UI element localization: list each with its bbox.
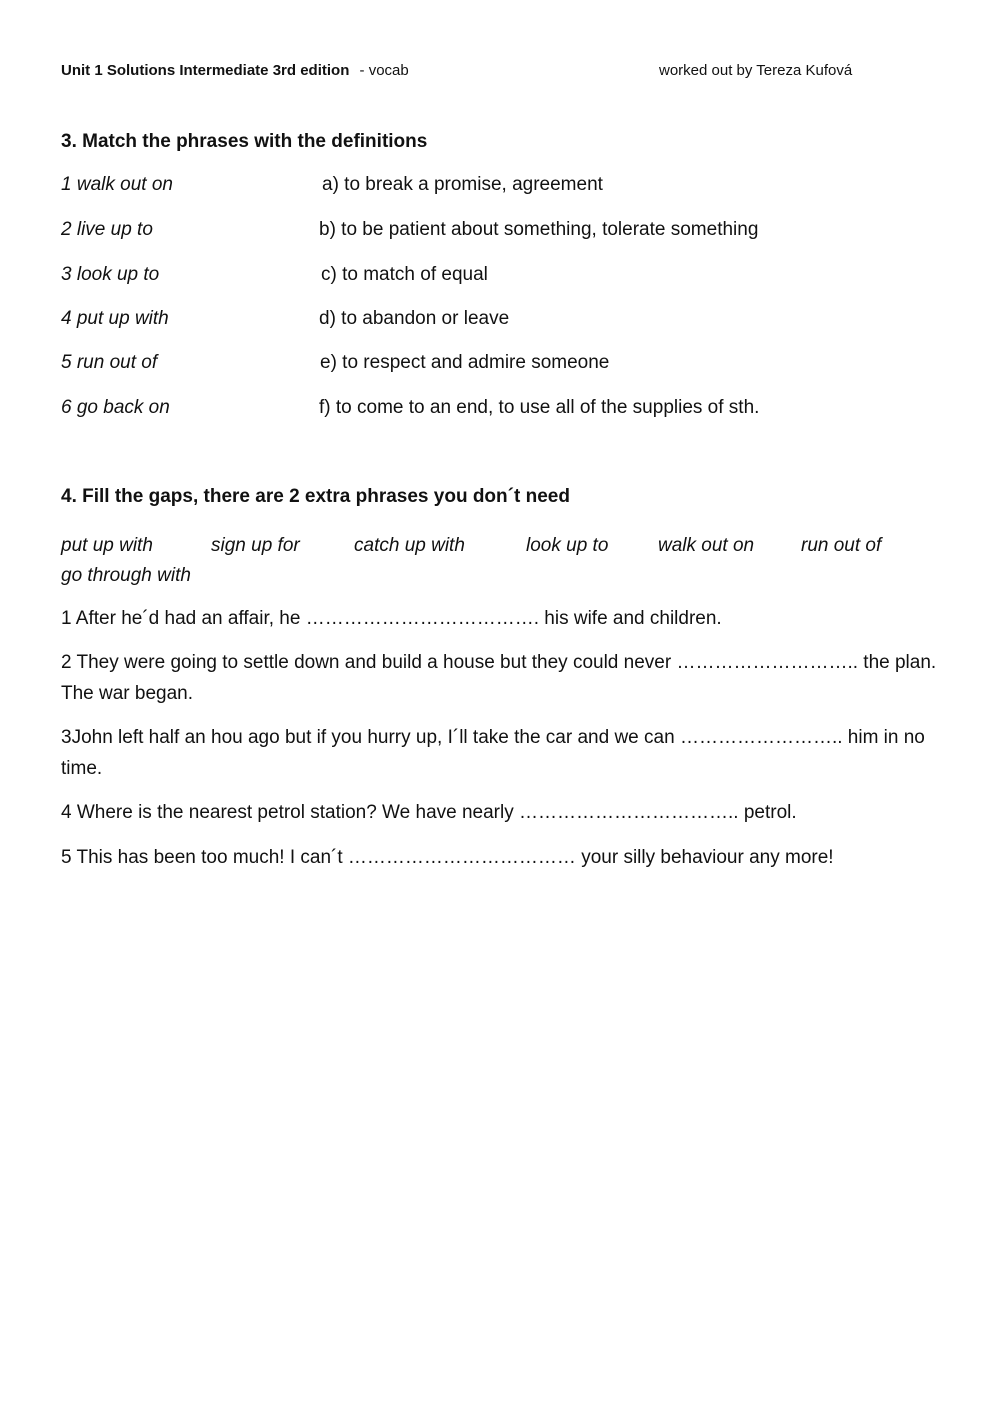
gap-sentence: 5 This has been too much! I can´t ……………………………… your silly behaviour any more!: [61, 847, 834, 868]
match-phrase: 6 go back on: [61, 397, 170, 418]
match-row: [61, 397, 961, 423]
match-row: [61, 174, 961, 200]
header-subtitle: - vocab: [359, 62, 409, 79]
word-bank-item: look up to: [526, 535, 609, 556]
word-bank-item: go through with: [61, 565, 191, 586]
match-phrase: 5 run out of: [61, 352, 158, 373]
match-phrase: 4 put up with: [61, 308, 169, 329]
word-bank-item: put up with: [61, 535, 153, 556]
header-author: worked out by Tereza Kufová: [659, 62, 853, 79]
word-bank-item: sign up for: [211, 535, 300, 556]
gap-sentence: 4 Where is the nearest petrol station? We have nearly …………………………….. petrol.: [61, 802, 797, 823]
match-definition: e) to respect and admire someone: [320, 352, 610, 373]
match-definition: d) to abandon or leave: [319, 308, 510, 329]
word-bank-item: run out of: [801, 535, 882, 556]
word-bank-item: catch up with: [354, 535, 465, 556]
match-definition: f) to come to an end, to use all of the supplies of sth.: [319, 397, 760, 418]
match-row: [61, 352, 961, 378]
match-definition: c) to match of equal: [321, 264, 488, 285]
match-row: [61, 308, 961, 334]
match-phrase: 3 look up to: [61, 264, 160, 285]
match-definition: b) to be patient about something, tolerate something: [319, 219, 759, 240]
exercise-4-heading: 4. Fill the gaps, there are 2 extra phrases you don´t need: [61, 486, 570, 507]
match-definition: a) to break a promise, agreement: [322, 174, 603, 195]
match-row: [61, 264, 961, 290]
match-row: [61, 219, 961, 245]
header-title: Unit 1 Solutions Intermediate 3rd edition: [61, 62, 350, 79]
gap-sentence: 2 They were going to settle down and build a house but they could never ……………………….. the plan. The war began.: [61, 652, 937, 704]
gap-sentence: 3John left half an hou ago but if you hurry up, I´ll take the car and we can …………………….. him in no time.: [61, 727, 925, 779]
gap-sentence: 1 After he´d had an affair, he ………………………………. his wife and children.: [61, 608, 722, 629]
word-bank-item: walk out on: [658, 535, 755, 556]
match-phrase: 2 live up to: [61, 219, 153, 240]
page-header: [61, 62, 941, 82]
match-phrase: 1 walk out on: [61, 174, 173, 195]
exercise-3-heading: 3. Match the phrases with the definitions: [61, 131, 428, 152]
